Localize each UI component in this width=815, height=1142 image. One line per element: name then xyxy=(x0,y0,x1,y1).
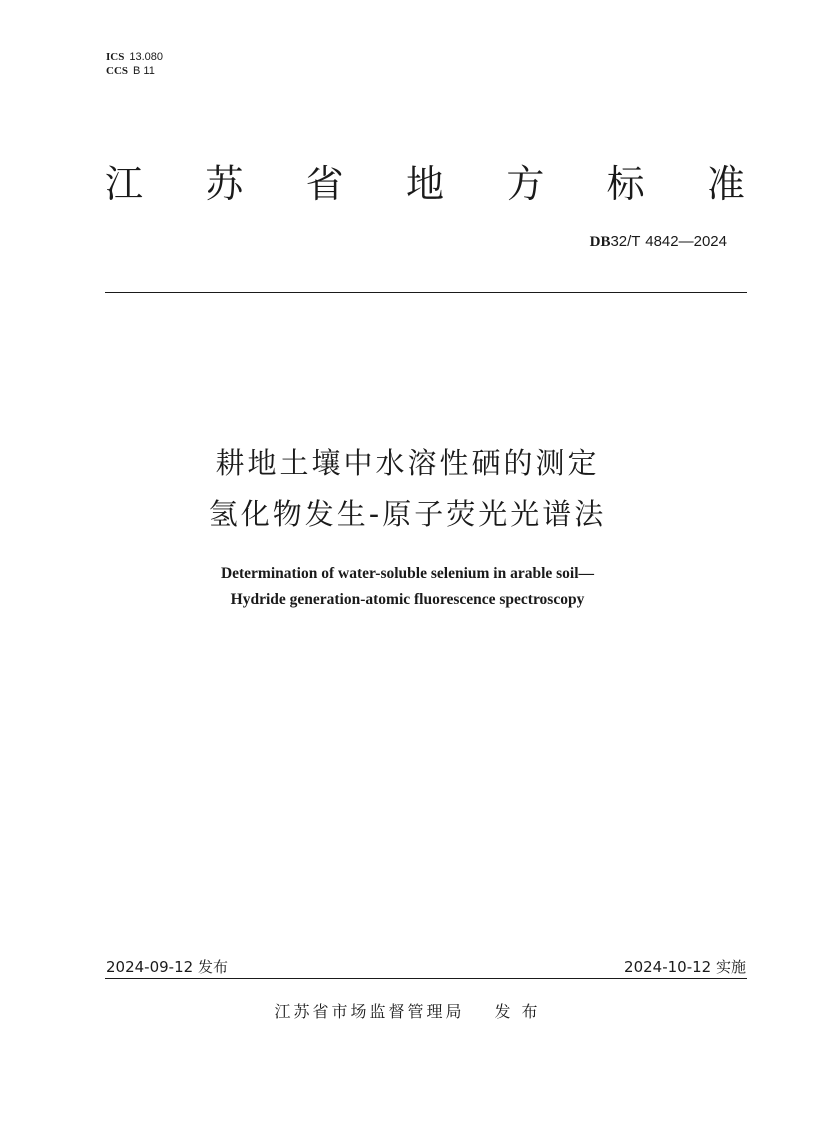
standard-level-char: 地 xyxy=(405,162,444,206)
issue-date: 2024-09-12 发布 xyxy=(106,958,228,976)
standard-level-char: 标 xyxy=(606,162,645,206)
standard-level-char: 江 xyxy=(105,162,144,206)
standard-number xyxy=(590,231,727,252)
ccs-label: CCS xyxy=(106,65,129,77)
ics-value: 13.080 xyxy=(129,51,163,63)
standard-level-title xyxy=(105,160,745,208)
standard-level-char: 准 xyxy=(706,162,745,206)
standard-number-prefix: DB xyxy=(589,234,611,250)
implementation-date: 2024-10-12 实施 xyxy=(624,958,746,976)
ccs-code xyxy=(106,64,163,78)
standard-number-value: 4842—2024 xyxy=(645,233,727,250)
title-zh-line2: 氢化物发生-原子荧光光谱法 xyxy=(208,497,607,531)
standard-level-char: 省 xyxy=(305,162,344,206)
standard-level-char: 苏 xyxy=(205,162,244,206)
footer-divider xyxy=(105,978,747,979)
header-divider xyxy=(105,292,747,293)
ccs-value: B 11 xyxy=(133,65,155,77)
issuer-action: 发 布 xyxy=(494,1002,541,1021)
standard-number-code: 32/T xyxy=(610,233,641,250)
standard-level-char: 方 xyxy=(506,162,545,206)
issuer-name: 江苏省市场监督管理局 xyxy=(274,1002,465,1021)
title-en-line1: Determination of water-soluble selenium in arable soil— xyxy=(220,565,595,582)
ics-code xyxy=(106,50,163,64)
ics-label: ICS xyxy=(106,51,125,63)
classification-codes xyxy=(106,50,163,78)
title-zh-line1: 耕地土壤中水溶性硒的测定 xyxy=(215,446,600,480)
title-en-line2: Hydride generation-atomic fluorescence spectroscopy xyxy=(230,591,585,608)
issuing-authority xyxy=(0,1001,815,1023)
